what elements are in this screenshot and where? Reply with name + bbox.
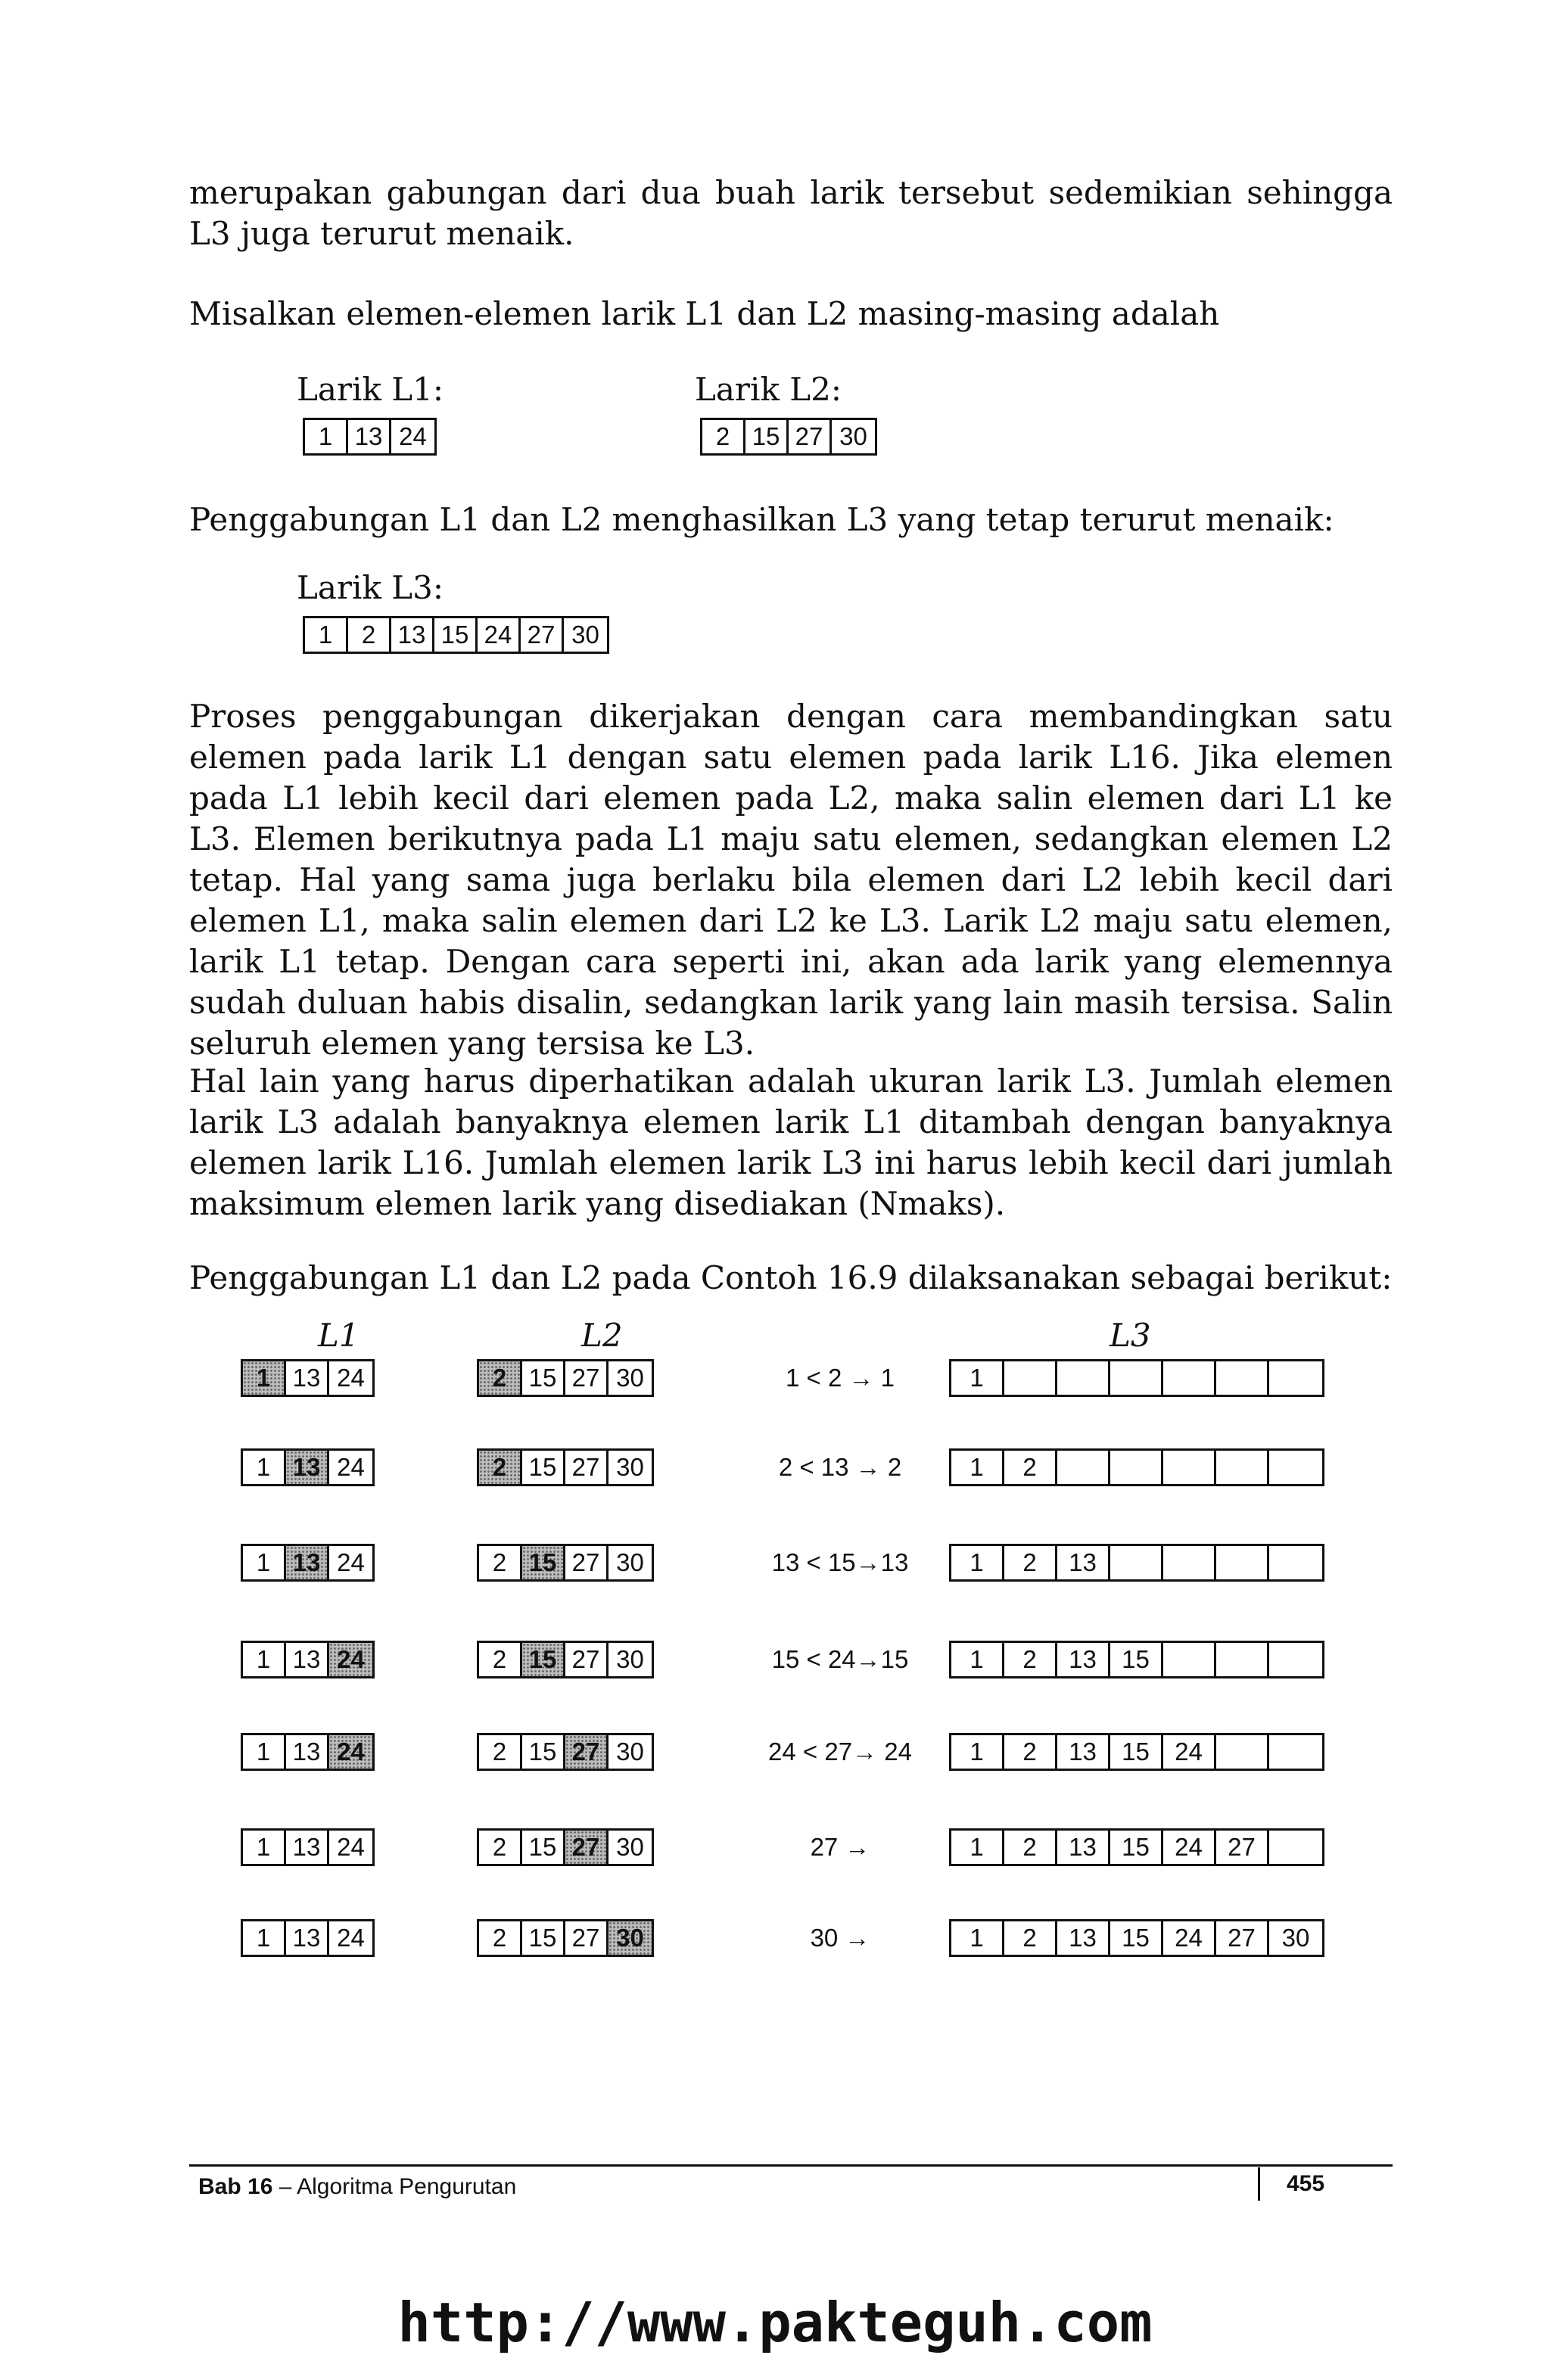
array-cell: 1 bbox=[951, 1921, 1004, 1955]
footer-rule bbox=[189, 2164, 1393, 2167]
array-cell: 15 bbox=[1110, 1921, 1163, 1955]
array-cell: 24 bbox=[1163, 1735, 1216, 1769]
footer-chapter bbox=[198, 2172, 516, 2202]
trace-l1-array bbox=[241, 1448, 375, 1486]
array-cell bbox=[1269, 1361, 1322, 1395]
array-cell: 24 bbox=[337, 1364, 365, 1392]
footer-chapter-title: – Algoritma Pengurutan bbox=[272, 2174, 517, 2199]
footer-divider bbox=[1258, 2167, 1260, 2201]
array-cell: 13 bbox=[1057, 1831, 1110, 1864]
array-cell bbox=[1163, 1451, 1216, 1484]
trace-header-l1: L1 bbox=[318, 1317, 359, 1354]
array-cell: 13 bbox=[286, 1643, 329, 1676]
trace-header-l3: L3 bbox=[1110, 1317, 1151, 1354]
trace-l1-array bbox=[241, 1641, 375, 1678]
array-cell: 24 bbox=[337, 1924, 365, 1952]
array-cell: 24 bbox=[337, 1548, 365, 1576]
trace-comparison: 24 < 27→ 24 bbox=[768, 1738, 912, 1766]
array-cell: 15 bbox=[1110, 1643, 1163, 1676]
array-cell: 2 bbox=[479, 1546, 522, 1579]
array-cell: 15 bbox=[522, 1643, 565, 1676]
page-number: 455 bbox=[1287, 2171, 1325, 2196]
trace-l1-array bbox=[241, 1828, 375, 1866]
array-cell: 30 bbox=[839, 422, 867, 450]
array-cell: 13 bbox=[1057, 1921, 1110, 1955]
array-cell: 13 bbox=[1057, 1735, 1110, 1769]
array-cell: 15 bbox=[522, 1451, 565, 1484]
array-cell: 30 bbox=[616, 1738, 644, 1766]
array-cell: 1 bbox=[951, 1643, 1004, 1676]
trace-header-l2: L2 bbox=[581, 1317, 623, 1354]
array-cell: 2 bbox=[1004, 1546, 1057, 1579]
array-cell: 15 bbox=[522, 1831, 565, 1864]
array-cell bbox=[1269, 1451, 1322, 1484]
array-cell: 15 bbox=[522, 1735, 565, 1769]
array-cell: 30 bbox=[571, 621, 599, 649]
array-cell: 1 bbox=[243, 1735, 286, 1769]
trace-l1-array bbox=[241, 1359, 375, 1397]
array-cell: 15 bbox=[745, 420, 789, 453]
array-cell: 1 bbox=[243, 1451, 286, 1484]
array-cell: 30 bbox=[616, 1364, 644, 1392]
array-cell: 2 bbox=[1004, 1451, 1057, 1484]
array-cell: 27 bbox=[565, 1921, 608, 1955]
array-cell bbox=[1216, 1735, 1269, 1769]
array-cell: 2 bbox=[348, 618, 391, 652]
array-cell: 13 bbox=[286, 1361, 329, 1395]
array-cell: 30 bbox=[616, 1833, 644, 1861]
array-cell bbox=[1216, 1546, 1269, 1579]
l3-array bbox=[303, 616, 609, 654]
array-cell: 30 bbox=[608, 1921, 652, 1955]
array-cell: 27 bbox=[789, 420, 832, 453]
array-cell: 2 bbox=[1004, 1921, 1057, 1955]
array-cell: 27 bbox=[565, 1546, 608, 1579]
array-cell: 13 bbox=[391, 618, 434, 652]
array-cell: 2 bbox=[479, 1831, 522, 1864]
array-cell: 1 bbox=[305, 618, 348, 652]
array-cell: 27 bbox=[1216, 1921, 1269, 1955]
trace-l1-array bbox=[241, 1733, 375, 1771]
trace-l3-array bbox=[949, 1919, 1324, 1957]
array-cell: 1 bbox=[243, 1921, 286, 1955]
l3-label: Larik L3: bbox=[297, 569, 444, 606]
array-cell: 1 bbox=[243, 1546, 286, 1579]
array-cell: 2 bbox=[479, 1921, 522, 1955]
array-cell bbox=[1269, 1735, 1322, 1769]
array-cell: 13 bbox=[286, 1451, 329, 1484]
array-cell: 15 bbox=[522, 1546, 565, 1579]
array-cell: 30 bbox=[1281, 1924, 1310, 1952]
l2-array bbox=[700, 418, 877, 456]
paragraph-2: Misalkan elemen-elemen larik L1 dan L2 masing-masing adalah bbox=[189, 295, 1220, 332]
array-cell: 13 bbox=[286, 1546, 329, 1579]
trace-comparison: 13 < 15→13 bbox=[771, 1548, 909, 1576]
array-cell: 27 bbox=[565, 1735, 608, 1769]
array-cell bbox=[1269, 1643, 1322, 1676]
trace-l2-array bbox=[477, 1359, 654, 1397]
array-cell bbox=[1216, 1451, 1269, 1484]
website-url: http://www.pakteguh.com bbox=[397, 2291, 1153, 2354]
array-cell: 13 bbox=[286, 1735, 329, 1769]
paragraph-3: Penggabungan L1 dan L2 menghasilkan L3 yang tetap terurut menaik: bbox=[189, 501, 1334, 538]
array-cell: 13 bbox=[286, 1831, 329, 1864]
array-cell: 27 bbox=[565, 1361, 608, 1395]
array-cell: 2 bbox=[1004, 1831, 1057, 1864]
trace-l1-array bbox=[241, 1544, 375, 1582]
trace-l2-array bbox=[477, 1641, 654, 1678]
array-cell: 1 bbox=[243, 1831, 286, 1864]
trace-comparison: 15 < 24→15 bbox=[771, 1645, 909, 1673]
array-cell: 2 bbox=[702, 420, 745, 453]
array-cell bbox=[1057, 1361, 1110, 1395]
array-cell: 2 bbox=[1004, 1735, 1057, 1769]
trace-l2-array bbox=[477, 1919, 654, 1957]
trace-l3-array bbox=[949, 1828, 1324, 1866]
trace-l2-array bbox=[477, 1733, 654, 1771]
trace-l2-array bbox=[477, 1448, 654, 1486]
array-cell: 27 bbox=[565, 1451, 608, 1484]
array-cell bbox=[1110, 1546, 1163, 1579]
trace-comparison: 1 < 2 → 1 bbox=[785, 1364, 895, 1392]
paragraph-4: Proses penggabungan dikerjakan dengan cara membandingkan satu elemen pada larik L1 dengan satu elemen pada larik L16. Jika elemen pada L1 lebih kecil dari elemen pada L2, maka salin elemen dari L1 ke L3. Elemen berikutnya pada L1 maju satu elemen, sedangkan elemen L2 tetap. Hal yang sama juga berlaku bila elemen dari L2 lebih kecil dari elemen L1, maka salin elemen dari L2 ke L3. Larik L2 maju satu elemen, larik L1 tetap. Dengan cara seperti ini, akan ada larik yang elemennya sudah duluan habis disalin, sedangkan larik yang lain masih tersisa. Salin seluruh elemen yang tersisa ke L3. bbox=[189, 698, 1393, 1062]
array-cell: 15 bbox=[1110, 1831, 1163, 1864]
trace-l2-array bbox=[477, 1828, 654, 1866]
array-cell: 1 bbox=[951, 1735, 1004, 1769]
array-cell: 2 bbox=[479, 1451, 522, 1484]
array-cell: 2 bbox=[479, 1735, 522, 1769]
array-cell: 27 bbox=[565, 1831, 608, 1864]
array-cell: 2 bbox=[1004, 1643, 1057, 1676]
array-cell: 15 bbox=[434, 618, 478, 652]
trace-l2-array bbox=[477, 1544, 654, 1582]
array-cell: 15 bbox=[1110, 1735, 1163, 1769]
array-cell: 30 bbox=[616, 1548, 644, 1576]
array-cell: 24 bbox=[399, 422, 427, 450]
array-cell bbox=[1269, 1831, 1322, 1864]
array-cell: 24 bbox=[337, 1453, 365, 1481]
trace-l3-array bbox=[949, 1641, 1324, 1678]
trace-comparison: 2 < 13 → 2 bbox=[778, 1453, 902, 1481]
trace-l1-array bbox=[241, 1919, 375, 1957]
trace-l3-array bbox=[949, 1359, 1324, 1397]
array-cell: 24 bbox=[329, 1735, 372, 1769]
array-cell: 24 bbox=[478, 618, 521, 652]
array-cell: 24 bbox=[1163, 1831, 1216, 1864]
l1-array bbox=[303, 418, 437, 456]
l1-label: Larik L1: bbox=[297, 371, 444, 408]
array-cell: 24 bbox=[337, 1833, 365, 1861]
array-cell: 15 bbox=[522, 1921, 565, 1955]
array-cell: 1 bbox=[951, 1831, 1004, 1864]
array-cell bbox=[1269, 1546, 1322, 1579]
array-cell: 13 bbox=[1057, 1643, 1110, 1676]
array-cell: 30 bbox=[616, 1453, 644, 1481]
array-cell: 2 bbox=[479, 1361, 522, 1395]
trace-l3-array bbox=[949, 1733, 1324, 1771]
array-cell: 13 bbox=[286, 1921, 329, 1955]
array-cell bbox=[1216, 1643, 1269, 1676]
array-cell: 1 bbox=[305, 420, 348, 453]
footer-chapter-number: Bab 16 bbox=[198, 2174, 273, 2199]
array-cell: 30 bbox=[616, 1645, 644, 1673]
paragraph-5: Hal lain yang harus diperhatikan adalah ukuran larik L3. Jumlah elemen larik L3 adalah banyaknya elemen larik L1 ditambah dengan banyaknya elemen larik L16. Jumlah elemen larik L3 ini harus lebih kecil dari jumlah maksimum elemen larik yang disediakan (Nmaks). bbox=[189, 1062, 1393, 1222]
array-cell: 2 bbox=[479, 1643, 522, 1676]
trace-l3-array bbox=[949, 1448, 1324, 1486]
array-cell: 13 bbox=[1057, 1546, 1110, 1579]
paragraph-1: merupakan gabungan dari dua buah larik tersebut sedemikian sehingga L3 juga terurut menaik. bbox=[189, 174, 1393, 252]
array-cell bbox=[1163, 1643, 1216, 1676]
array-cell: 27 bbox=[565, 1643, 608, 1676]
array-cell bbox=[1110, 1451, 1163, 1484]
array-cell bbox=[1163, 1546, 1216, 1579]
array-cell: 1 bbox=[951, 1361, 1004, 1395]
trace-comparison: 30 → bbox=[810, 1924, 870, 1952]
array-cell bbox=[1057, 1451, 1110, 1484]
array-cell: 1 bbox=[243, 1643, 286, 1676]
array-cell bbox=[1110, 1361, 1163, 1395]
array-cell: 1 bbox=[243, 1361, 286, 1395]
trace-l3-array bbox=[949, 1544, 1324, 1582]
trace-comparison: 27 → bbox=[810, 1833, 870, 1861]
array-cell: 15 bbox=[522, 1361, 565, 1395]
array-cell: 24 bbox=[1163, 1921, 1216, 1955]
paragraph-6: Penggabungan L1 dan L2 pada Contoh 16.9 dilaksanakan sebagai berikut: bbox=[189, 1259, 1393, 1296]
array-cell: 13 bbox=[348, 420, 391, 453]
l2-label: Larik L2: bbox=[695, 371, 842, 408]
array-cell: 27 bbox=[521, 618, 564, 652]
array-cell: 1 bbox=[951, 1546, 1004, 1579]
array-cell bbox=[1216, 1361, 1269, 1395]
array-cell: 27 bbox=[1216, 1831, 1269, 1864]
array-cell bbox=[1163, 1361, 1216, 1395]
array-cell: 24 bbox=[329, 1643, 372, 1676]
array-cell bbox=[1004, 1361, 1057, 1395]
array-cell: 1 bbox=[951, 1451, 1004, 1484]
